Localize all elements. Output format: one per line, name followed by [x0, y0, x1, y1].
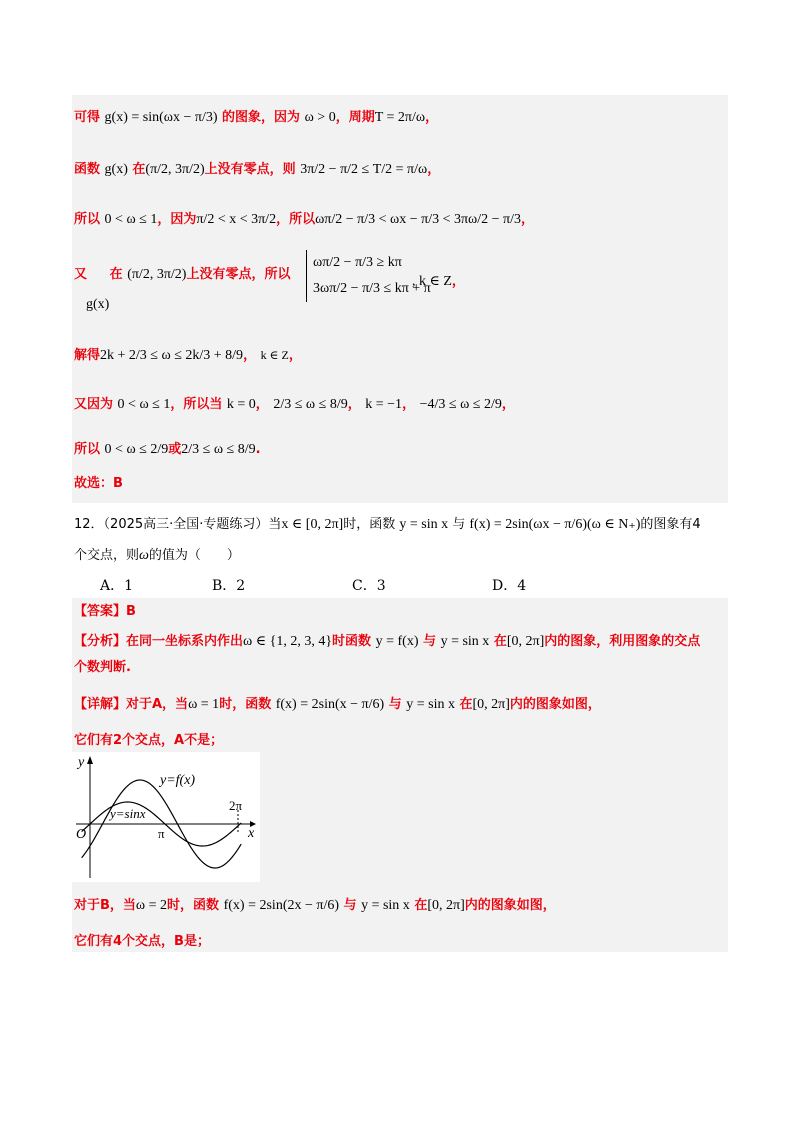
solution-line-4b: , k ∈ Z， [412, 274, 465, 289]
solution-line-4a: 又 在 (π/2, 3π/2)上没有零点，所以 [74, 267, 291, 282]
solution-line-6: 又因为 0 < ω ≤ 1，所以当 k = 0， 2/3 ≤ ω ≤ 8/9， k = −1， −4/3 ≤ ω ≤ 2/9， [74, 397, 515, 412]
question-line-1: 12．（2025高三·全国·专题练习）当x ∈ [0, 2π]时，函数 y = sin x 与 f(x) = 2sin(ωx − π/6)(ω ∈ N₊)的图象有4 [74, 517, 701, 532]
option-b[interactable]: B．2 [212, 578, 246, 594]
x-axis-label: x [248, 826, 255, 841]
detail-line-3: 对于B，当ω = 2时，函数 f(x) = 2sin(2x − π/6) 与 y = sin x 在[0, 2π]内的图象如图， [74, 898, 556, 913]
y-axis-label: y [78, 755, 85, 770]
solution-line-7: 所以 0 < ω ≤ 2/9或2/3 ≤ ω ≤ 8/9. [74, 442, 261, 457]
solution-line-2: 函数 g(x) 在(π/2, 3π/2)上没有零点，则 3π/2 − π/2 ≤ T/2 = π/ω， [74, 162, 441, 177]
detail-line-2: 它们有2个交点，A不是； [74, 733, 224, 748]
analysis-line-2: 个数判断. [74, 660, 131, 675]
answer-line: 【答案】B [74, 604, 136, 619]
label-f: y=f(x) [160, 773, 196, 788]
solution-line-3: 所以 0 < ω ≤ 1，因为π/2 < x < 3π/2，所以ωπ/2 − π/3 < ωx − π/3 < 3πω/2 − π/3， [74, 212, 535, 227]
solution-answer: 故选：B [74, 476, 123, 491]
solution-line-4-g: g(x) [86, 297, 110, 312]
tick-pi: π [158, 826, 165, 841]
analysis-line-1: 【分析】在同一坐标系内作出ω ∈ {1, 2, 3, 4}时函数 y = f(x) 与 y = sin x 在[0, 2π]内的图象，利用图象的交点 [74, 634, 701, 649]
detail-line-4: 它们有4个交点，B是； [74, 934, 210, 949]
solution-system: ωπ/2 − π/3 ≥ kπ 3ωπ/2 − π/3 ≤ kπ + π [306, 250, 431, 302]
solution-line-5: 解得2k + 2/3 ≤ ω ≤ 2k/3 + 8/9， k ∈ Z， [74, 348, 302, 363]
solution-line-1: 可得 g(x) = sin(ωx − π/3) 的图象，因为 ω > 0，周期T = 2π/ω， [74, 110, 439, 125]
option-a[interactable]: A．1 [100, 578, 134, 594]
question-line-2: 个交点，则ω的值为（ ） [74, 548, 240, 563]
detail-line-1: 【详解】对于A，当ω = 1时，函数 f(x) = 2sin(x − π/6) 与 y = sin x 在[0, 2π]内的图象如图， [74, 697, 601, 712]
option-d[interactable]: D．4 [492, 578, 527, 594]
label-sin: y=sinx [110, 806, 146, 821]
origin-label: O [76, 827, 87, 842]
function-graph [72, 752, 260, 882]
option-c[interactable]: C．3 [352, 578, 386, 594]
tick-two-pi: 2π [229, 798, 243, 813]
